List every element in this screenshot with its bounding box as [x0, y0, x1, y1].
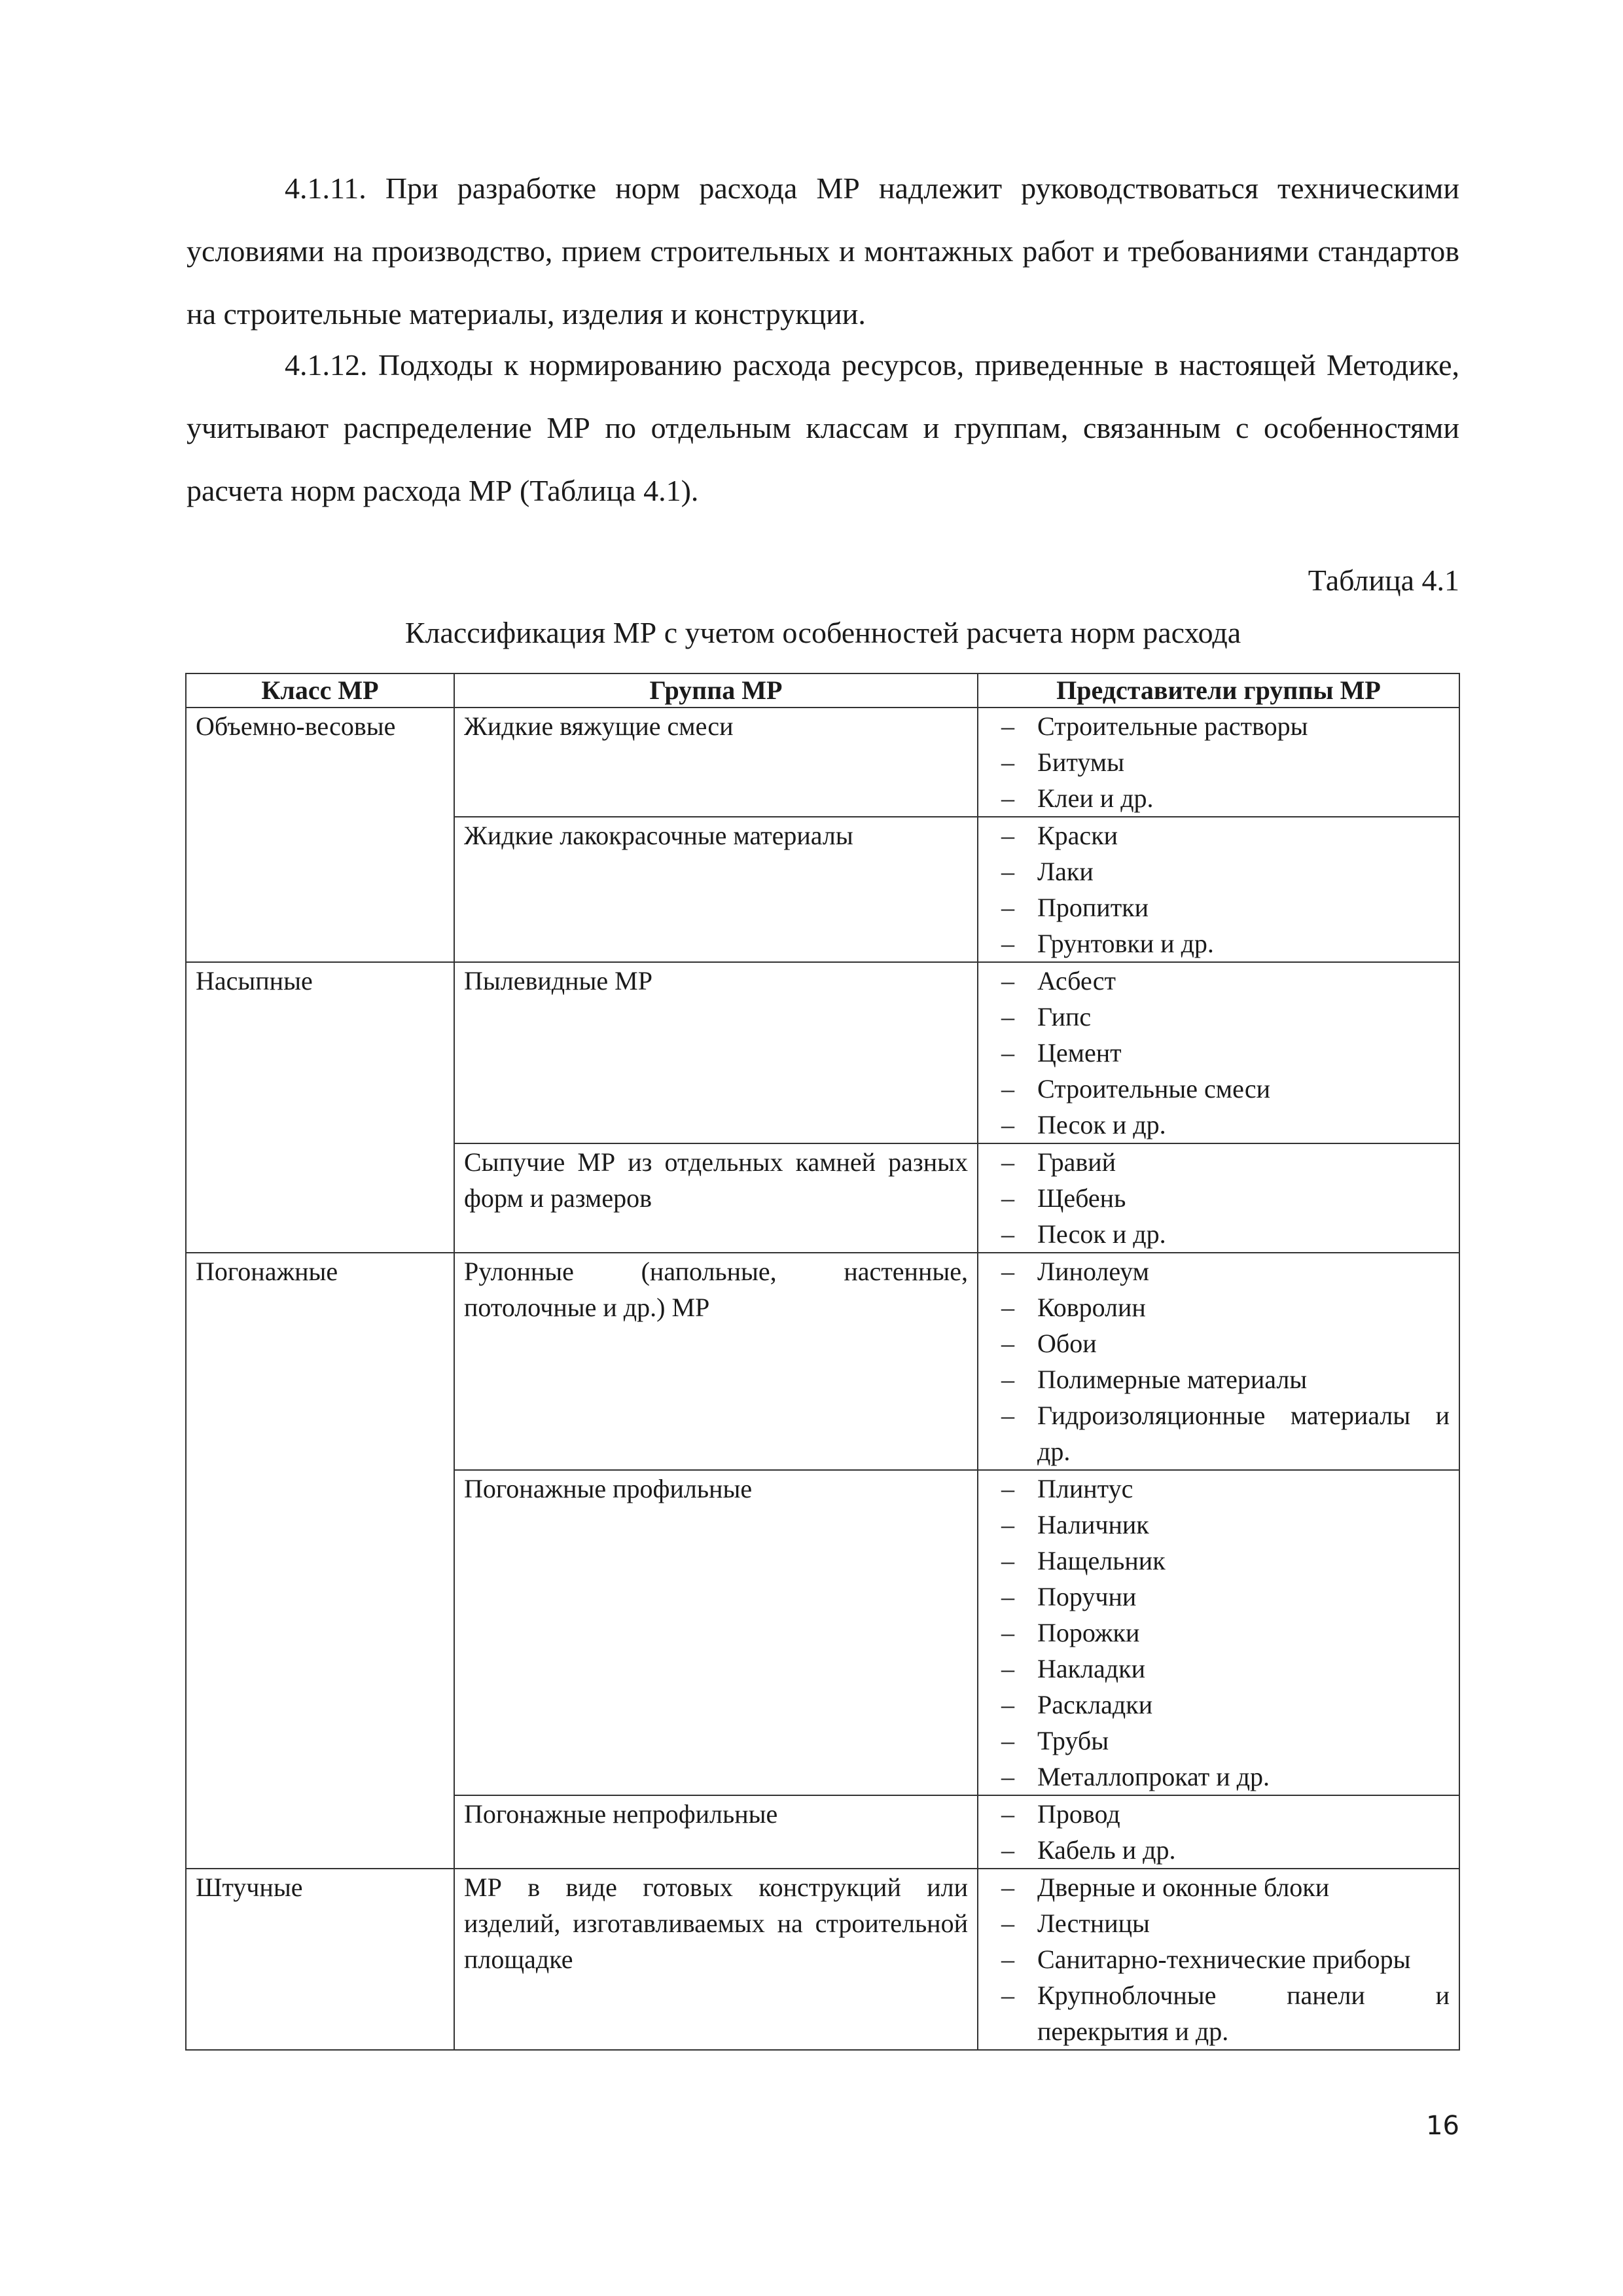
table-row: [186, 1253, 1459, 1470]
dash-marker: –: [1001, 1909, 1014, 1938]
dash-marker: –: [1001, 711, 1014, 741]
representative-item: [978, 817, 1450, 853]
dash-marker: –: [1001, 1293, 1014, 1322]
representative-item: [978, 1471, 1450, 1507]
representative-item: [978, 1325, 1450, 1361]
header-group: Группа МР: [454, 673, 978, 708]
representative-item: [978, 853, 1450, 889]
representative-text: Клеи и др.: [1037, 783, 1154, 813]
group-cell: Погонажные непрофильные: [454, 1795, 978, 1869]
representative-text: Цемент: [1037, 1038, 1122, 1067]
representative-text: Гидроизоляционные материалы и др.: [1037, 1401, 1450, 1466]
dash-marker: –: [1001, 1257, 1014, 1286]
representatives-cell: [978, 708, 1459, 817]
table-header-row: [186, 673, 1459, 708]
dash-marker: –: [1001, 1110, 1014, 1139]
dash-marker: –: [1001, 1690, 1014, 1719]
paragraph-4-1-12: [187, 334, 1459, 522]
representatives-cell: [978, 1143, 1459, 1253]
representative-text: Крупноблочные панели и перекрытия и др.: [1037, 1981, 1450, 2046]
representatives-cell: [978, 1795, 1459, 1869]
representative-text: Лаки: [1037, 857, 1094, 886]
representative-text: Нащельник: [1037, 1546, 1166, 1575]
dash-marker: –: [1001, 747, 1014, 777]
dash-marker: –: [1001, 1147, 1014, 1177]
group-cell: МР в виде готовых конструкций или изделий, изготавливаемых на строительной площадке: [454, 1869, 978, 2050]
dash-marker: –: [1001, 1799, 1014, 1829]
classification-table: [185, 673, 1460, 2051]
representative-text: Провод: [1037, 1799, 1120, 1829]
group-cell: Погонажные профильные: [454, 1470, 978, 1795]
page-number: 16: [1426, 2111, 1459, 2141]
representatives-cell: [978, 1253, 1459, 1470]
representative-text: Обои: [1037, 1329, 1097, 1358]
group-cell: Жидкие вяжущие смеси: [454, 708, 978, 817]
group-cell: Рулонные (напольные, настенные, потолочные и др.) МР: [454, 1253, 978, 1470]
representative-item: [978, 1977, 1450, 2049]
representative-text: Металлопрокат и др.: [1037, 1762, 1270, 1791]
dash-marker: –: [1001, 1365, 1014, 1394]
representative-item: [978, 780, 1450, 816]
table-body: [186, 708, 1459, 2050]
representative-text: Гравий: [1037, 1147, 1116, 1177]
representative-text: Кабель и др.: [1037, 1835, 1176, 1865]
representative-text: Дверные и оконные блоки: [1037, 1873, 1330, 1902]
representative-item: [978, 1687, 1450, 1723]
representative-item: [978, 889, 1450, 925]
header-class: Класс МР: [186, 673, 454, 708]
dash-marker: –: [1001, 1582, 1014, 1611]
representative-item: [978, 1615, 1450, 1651]
representative-text: Полимерные материалы: [1037, 1365, 1308, 1394]
dash-marker: –: [1001, 783, 1014, 813]
group-cell: Пылевидные МР: [454, 962, 978, 1143]
representative-item: [978, 1071, 1450, 1107]
dash-marker: –: [1001, 966, 1014, 996]
representative-text: Краски: [1037, 821, 1118, 850]
representative-text: Порожки: [1037, 1618, 1140, 1647]
dash-marker: –: [1001, 1510, 1014, 1539]
table-row: [186, 962, 1459, 1143]
dash-marker: –: [1001, 1219, 1014, 1249]
representatives-cell: [978, 1470, 1459, 1795]
representative-item: [978, 1289, 1450, 1325]
representative-item: [978, 1035, 1450, 1071]
dash-marker: –: [1001, 1835, 1014, 1865]
dash-marker: –: [1001, 1183, 1014, 1213]
class-cell: Погонажные: [186, 1253, 454, 1869]
dash-marker: –: [1001, 929, 1014, 958]
representative-text: Плинтус: [1037, 1474, 1133, 1503]
representative-item: [978, 1941, 1450, 1977]
representative-text: Раскладки: [1037, 1690, 1153, 1719]
representative-item: [978, 1144, 1450, 1180]
representative-item: [978, 1651, 1450, 1687]
representative-item: [978, 1397, 1450, 1469]
representative-item: [978, 1180, 1450, 1216]
table-row: [186, 708, 1459, 817]
representative-text: Асбест: [1037, 966, 1116, 996]
dash-marker: –: [1001, 1546, 1014, 1575]
representative-item: [978, 1759, 1450, 1795]
group-cell: Жидкие лакокрасочные материалы: [454, 817, 978, 962]
table-row: [186, 1869, 1459, 2050]
representative-text: Ковролин: [1037, 1293, 1146, 1322]
representative-item: [978, 1361, 1450, 1397]
representative-item: [978, 1905, 1450, 1941]
dash-marker: –: [1001, 821, 1014, 850]
table-label: Таблица 4.1: [1308, 564, 1459, 597]
representative-text: Битумы: [1037, 747, 1124, 777]
paragraph-text: 4.1.12. Подходы к нормированию расхода ресурсов, приведенные в настоящей Методике, учитывают распределение МР по отдельным классам и группам, связанным с особенностями расчета норм расхода МР (Таблица 4.1).: [187, 348, 1459, 507]
representative-text: Линолеум: [1037, 1257, 1149, 1286]
group-cell: Сыпучие МР из отдельных камней разных форм и размеров: [454, 1143, 978, 1253]
table-caption: Классификация МР с учетом особенностей расчета норм расхода: [404, 616, 1241, 649]
dash-marker: –: [1001, 1002, 1014, 1031]
header-representatives: Представители группы МР: [978, 673, 1459, 708]
representative-text: Гипс: [1037, 1002, 1092, 1031]
representative-item: [978, 925, 1450, 961]
representative-item: [978, 708, 1450, 744]
class-cell: Насыпные: [186, 962, 454, 1253]
dash-marker: –: [1001, 1329, 1014, 1358]
representative-text: Поручни: [1037, 1582, 1137, 1611]
representative-text: Накладки: [1037, 1654, 1145, 1683]
representatives-cell: [978, 1869, 1459, 2050]
representative-item: [978, 1507, 1450, 1543]
representative-text: Песок и др.: [1037, 1110, 1166, 1139]
representative-item: [978, 1723, 1450, 1759]
representative-item: [978, 1796, 1450, 1832]
dash-marker: –: [1001, 1981, 1014, 2010]
dash-marker: –: [1001, 1474, 1014, 1503]
class-cell: Объемно-весовые: [186, 708, 454, 962]
representative-text: Пропитки: [1037, 893, 1149, 922]
representative-item: [978, 1832, 1450, 1868]
dash-marker: –: [1001, 1873, 1014, 1902]
dash-marker: –: [1001, 1945, 1014, 1974]
dash-marker: –: [1001, 1401, 1014, 1430]
dash-marker: –: [1001, 1038, 1014, 1067]
representative-text: Санитарно-технические приборы: [1037, 1945, 1411, 1974]
representative-item: [978, 999, 1450, 1035]
dash-marker: –: [1001, 1654, 1014, 1683]
representatives-cell: [978, 962, 1459, 1143]
representative-item: [978, 1579, 1450, 1615]
representative-text: Трубы: [1037, 1726, 1109, 1755]
class-cell: Штучные: [186, 1869, 454, 2050]
representative-text: Строительные растворы: [1037, 711, 1308, 741]
representative-text: Строительные смеси: [1037, 1074, 1270, 1103]
representative-item: [978, 1543, 1450, 1579]
representative-text: Щебень: [1037, 1183, 1126, 1213]
representative-item: [978, 1253, 1450, 1289]
representatives-cell: [978, 817, 1459, 962]
dash-marker: –: [1001, 857, 1014, 886]
representative-text: Грунтовки и др.: [1037, 929, 1214, 958]
representative-item: [978, 1869, 1450, 1905]
representative-item: [978, 963, 1450, 999]
paragraph-text: 4.1.11. При разработке норм расхода МР надлежит руководствоваться техническими условиями на производство, прием строительных и монтажных работ и требованиями стандартов на строительные материалы, изделия и конструкции.: [187, 171, 1459, 331]
representative-text: Наличник: [1037, 1510, 1149, 1539]
dash-marker: –: [1001, 1074, 1014, 1103]
dash-marker: –: [1001, 893, 1014, 922]
representative-text: Песок и др.: [1037, 1219, 1166, 1249]
dash-marker: –: [1001, 1762, 1014, 1791]
representative-item: [978, 1107, 1450, 1143]
representative-item: [978, 1216, 1450, 1252]
representative-text: Лестницы: [1037, 1909, 1150, 1938]
paragraph-4-1-11: [187, 157, 1459, 346]
dash-marker: –: [1001, 1618, 1014, 1647]
dash-marker: –: [1001, 1726, 1014, 1755]
representative-item: [978, 744, 1450, 780]
